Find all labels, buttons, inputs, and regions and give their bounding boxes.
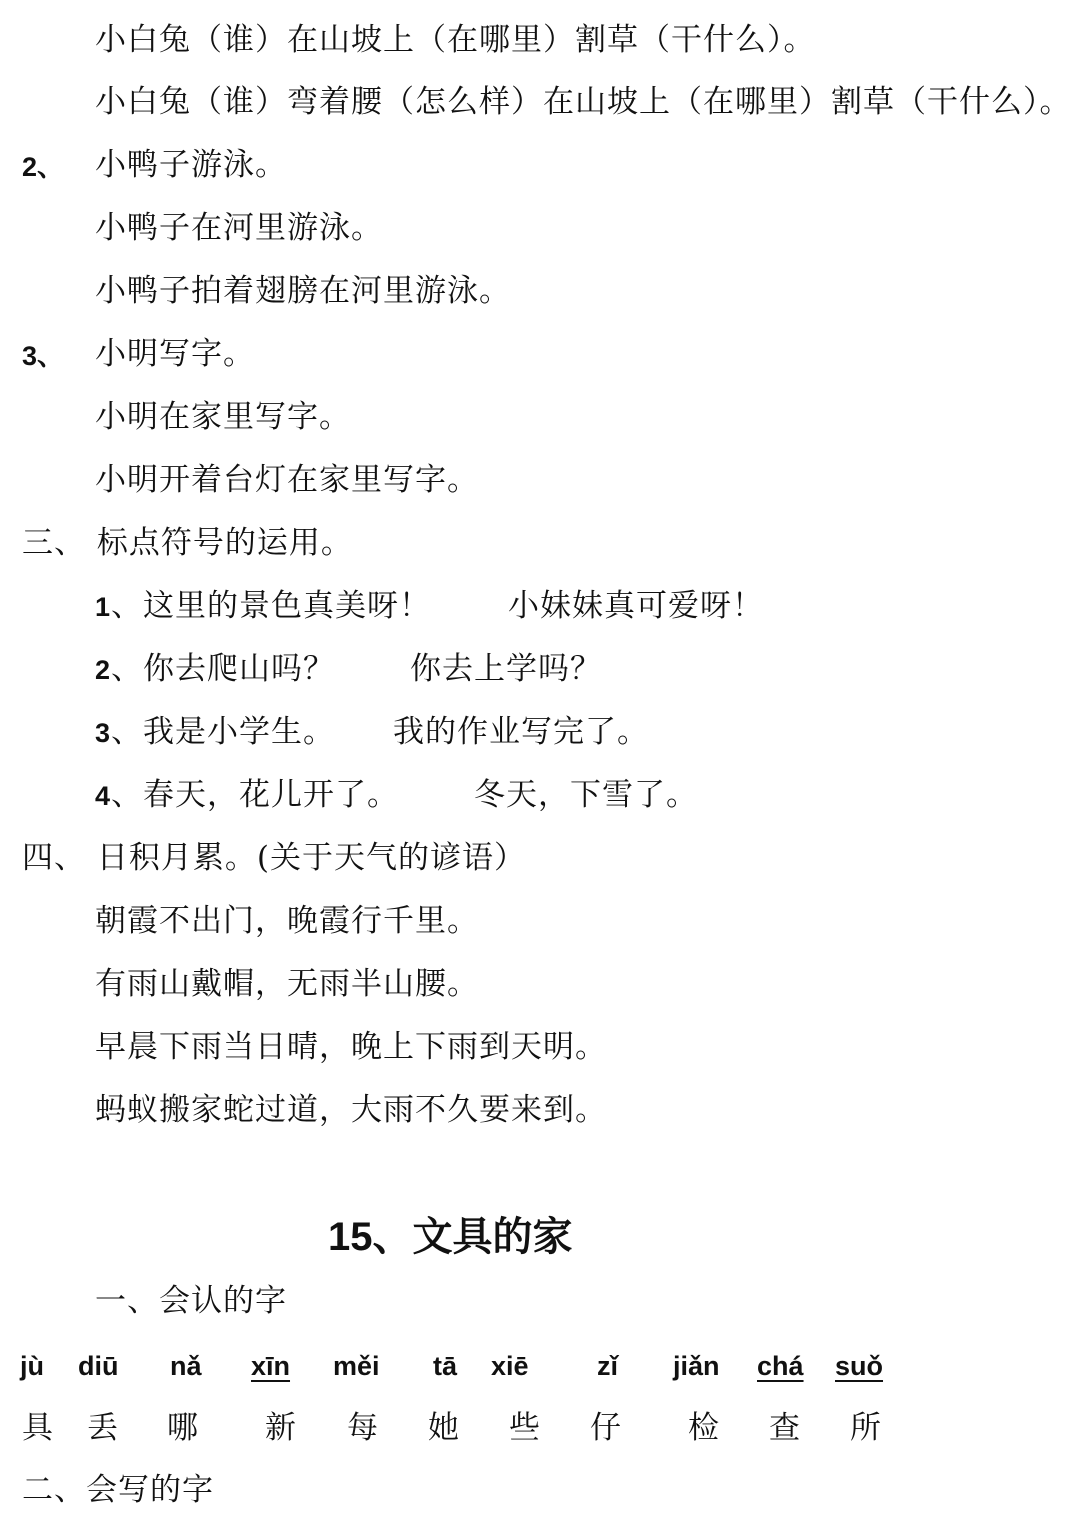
- lesson-number: 15: [328, 1215, 373, 1259]
- punctuation-item: [95, 649, 335, 690]
- section-heading: 四、 日积月累。(关于天气的谚语）: [22, 840, 526, 876]
- sentence-a: 、你去爬山吗？: [111, 651, 336, 687]
- character: 每: [347, 1410, 378, 1446]
- section-heading: 三、 标点符号的运用。: [22, 525, 353, 561]
- sentence-a: 、我是小学生。: [111, 714, 336, 750]
- pinyin: nǎ: [170, 1351, 202, 1381]
- character: 仔: [590, 1410, 621, 1446]
- sentence-a: 、春天，花儿开了。: [111, 777, 400, 813]
- character: 具: [22, 1410, 53, 1446]
- proverb: 早晨下雨当日晴，晚上下雨到天明。: [95, 1029, 607, 1065]
- item-number: 3: [95, 718, 112, 748]
- sentence-a: 、这里的景色真美呀！: [111, 588, 432, 624]
- pinyin: chá: [757, 1351, 804, 1381]
- pinyin: jù: [20, 1351, 44, 1381]
- example-sentence: 小白兔（谁）弯着腰（怎么样）在山坡上（在哪里）割草（干什么）。: [95, 84, 1072, 120]
- pinyin: zǐ: [597, 1351, 619, 1381]
- example-sentence: 小明写字。: [95, 336, 255, 372]
- item-number: 3、: [22, 341, 65, 371]
- proverb: 蚂蚁搬家蛇过道，大雨不久要来到。: [95, 1092, 607, 1128]
- character: 新: [265, 1410, 296, 1446]
- example-sentence: 小鸭子拍着翅膀在河里游泳。: [95, 273, 511, 309]
- pinyin: suǒ: [835, 1351, 884, 1381]
- example-sentence: 小鸭子在河里游泳。: [95, 210, 383, 246]
- item-number: 2: [95, 655, 112, 685]
- sentence-b: 我的作业写完了。: [393, 714, 649, 750]
- pinyin: měi: [333, 1351, 380, 1381]
- sentence-b: 你去上学吗？: [410, 651, 602, 687]
- item-number: 2、: [22, 152, 65, 182]
- pinyin: jiǎn: [673, 1351, 720, 1381]
- example-sentence: 小明在家里写字。: [95, 399, 351, 435]
- lesson-title-text: 、文具的家: [372, 1213, 573, 1260]
- character: 些: [509, 1410, 540, 1446]
- subsection-heading: 一、会认的字: [95, 1283, 287, 1319]
- punctuation-item: [95, 712, 335, 753]
- example-sentence: 小白兔（谁）在山坡上（在哪里）割草（干什么）。: [95, 22, 816, 58]
- pinyin: xiē: [491, 1351, 529, 1381]
- example-sentence: 小明开着台灯在家里写字。: [95, 462, 479, 498]
- example-sentence: 小鸭子游泳。: [95, 147, 287, 183]
- proverb: 朝霞不出门，晚霞行千里。: [95, 903, 479, 939]
- character: 检: [688, 1410, 719, 1446]
- subsection-heading: 二、会写的字: [22, 1472, 214, 1508]
- character: 丢: [87, 1410, 118, 1446]
- character: 哪: [167, 1410, 198, 1446]
- pinyin: tā: [433, 1351, 458, 1381]
- character: 所: [850, 1410, 881, 1446]
- punctuation-item: [95, 586, 431, 627]
- proverb: 有雨山戴帽，无雨半山腰。: [95, 966, 479, 1002]
- item-number: 4: [95, 781, 112, 811]
- item-number: 1: [95, 592, 112, 622]
- character: 她: [428, 1410, 459, 1446]
- lesson-title: [328, 1212, 573, 1262]
- sentence-b: 冬天，下雪了。: [474, 777, 698, 813]
- pinyin: xīn: [251, 1351, 291, 1381]
- character: 查: [769, 1410, 800, 1446]
- sentence-b: 小妹妹真可爱呀！: [508, 588, 764, 624]
- pinyin: diū: [78, 1351, 119, 1381]
- punctuation-item: [95, 775, 399, 816]
